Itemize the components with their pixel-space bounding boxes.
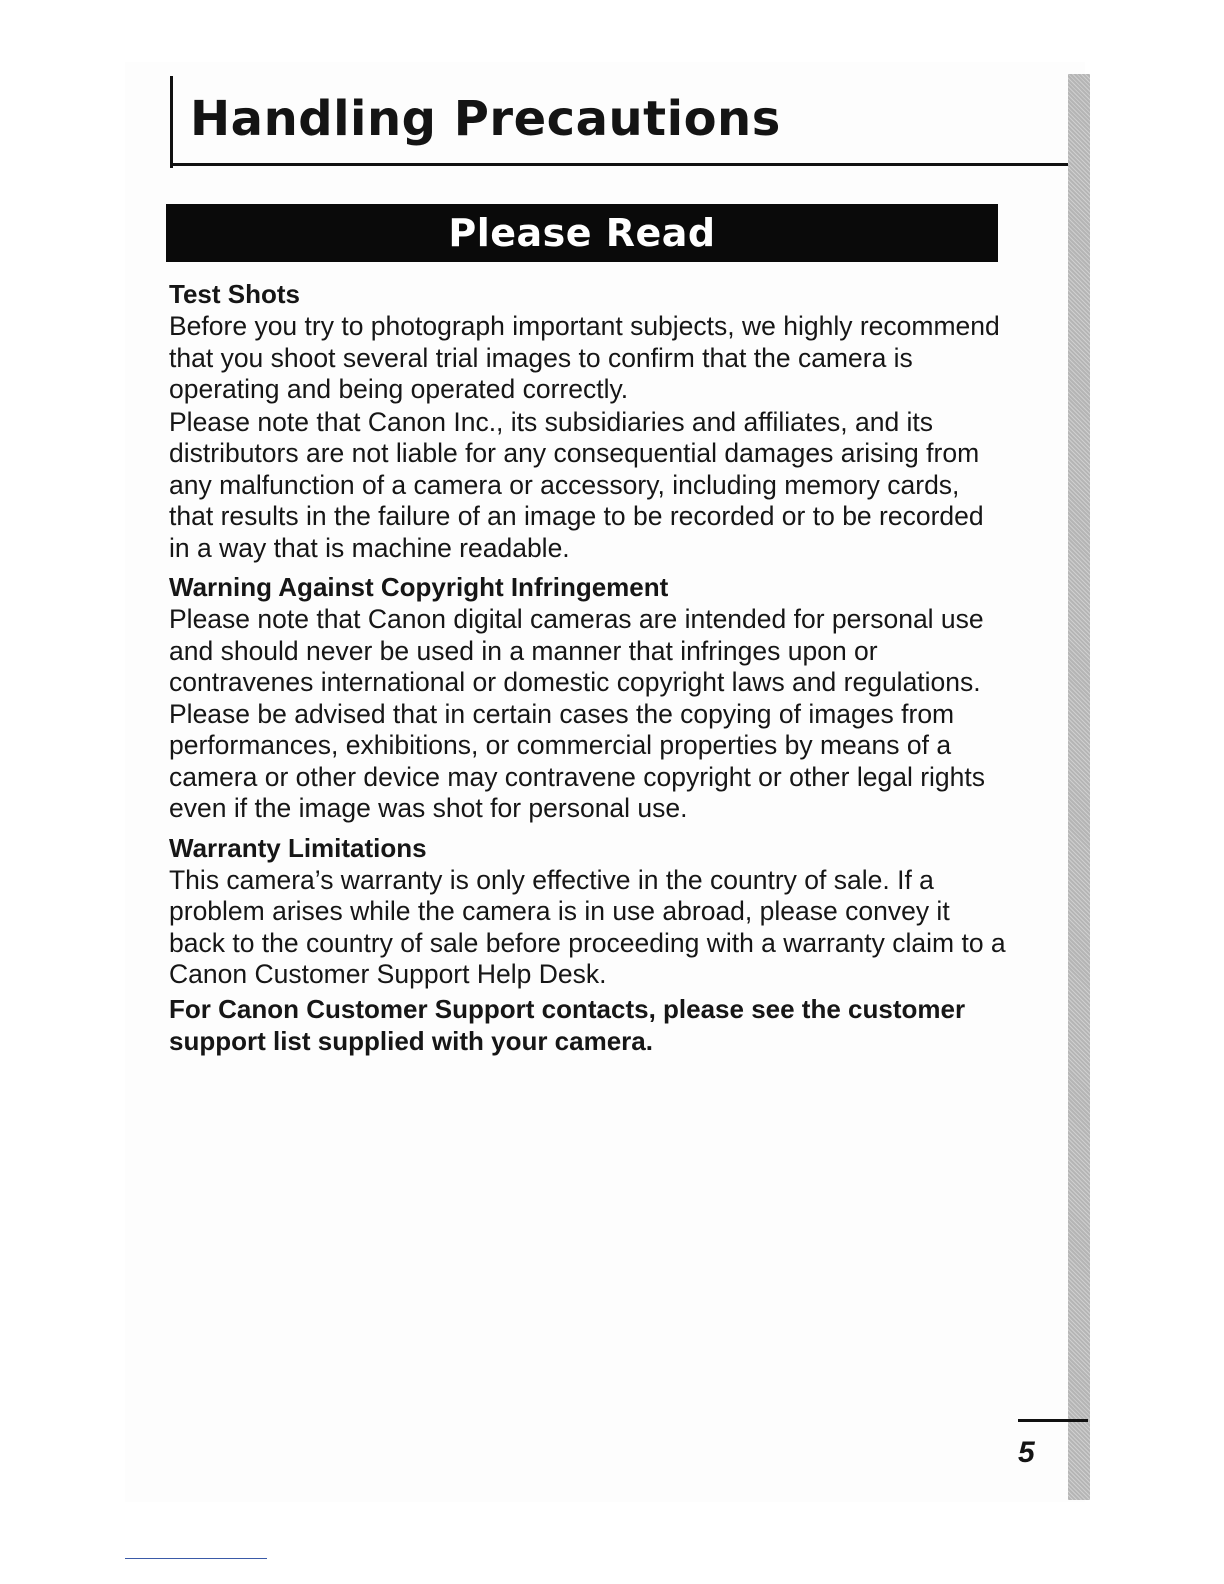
section-warranty-limitations: [169, 832, 1009, 1057]
section-heading: Warning Against Copyright Infringement: [169, 572, 669, 602]
section-paragraph: This camera’s warranty is only effective in the country of sale. If a problem arises while the camera is in use abroad, please convey it back to the country of sale before proceeding with a warranty claim to a Canon Customer Support Help Desk.: [169, 864, 1006, 989]
customer-support-note: For Canon Customer Support contacts, please see the customer support list supplied with your camera.: [169, 993, 966, 1056]
title-rule-bottom: [170, 163, 1088, 166]
section-test-shots: [169, 278, 1009, 564]
section-paragraph: Please note that Canon Inc., its subsidiaries and affiliates, and its distributors are not liable for any consequential damages arising from any malfunction of a camera or accessory, including memory cards, that results in the failure of an image to be recorded or to be recorded in a way that is machine readable.: [169, 406, 984, 563]
section-paragraph: Before you try to photograph important subjects, we highly recommend that you shoot several trial images to confirm that the camera is operating and being operated correctly.: [169, 311, 1000, 404]
section-heading: Warranty Limitations: [169, 832, 427, 863]
page-number: 5: [1018, 1436, 1035, 1469]
please-read-banner: [166, 204, 998, 262]
main-content: [169, 278, 1009, 1057]
section-paragraph: Please note that Canon digital cameras are intended for personal use and should never be used in a manner that infringes upon or contravenes international or domestic copyright laws and regulations. Please be advised that in certain cases the copying of images from performances, exhibitions, or commercial properties by means of a camera or other device may contravene copyright or other legal rights even if the image was shot for personal use.: [169, 604, 986, 823]
banner-label: Please Read: [448, 211, 716, 255]
page-number-rule: [1018, 1419, 1088, 1422]
bottom-divider: [125, 1558, 267, 1559]
title-rule-left: [170, 76, 173, 168]
side-tab-strip: [1068, 74, 1090, 1500]
section-heading: Test Shots: [169, 279, 300, 309]
section-copyright-warning: [169, 571, 1009, 825]
page-title: Handling Precautions: [190, 91, 781, 147]
